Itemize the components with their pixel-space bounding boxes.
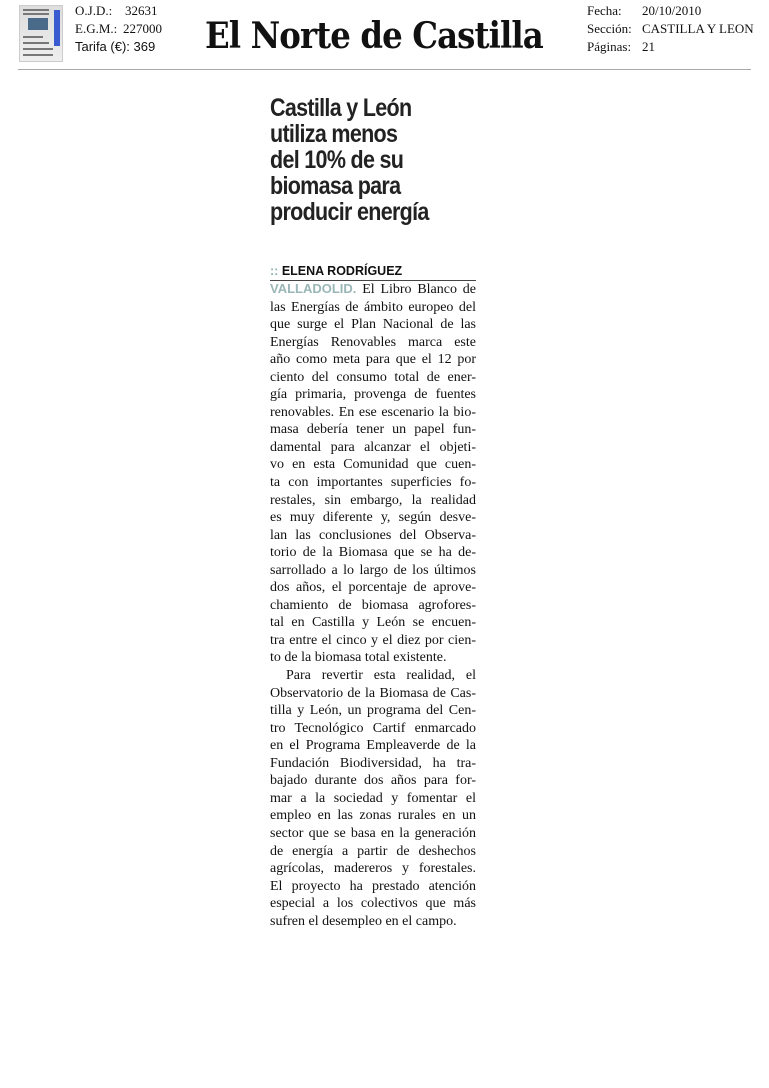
body-line: especial a los colectivos que más	[270, 896, 476, 912]
ojd-label: O.J.D.:	[75, 3, 113, 18]
body-line: tro Tecnológico Cartif enmarcado	[270, 720, 476, 736]
body-line: sector que se basa en la generación	[270, 825, 476, 841]
body-line: Fundación Biodiversidad, ha tra-	[270, 755, 476, 771]
fecha-value: 20/10/2010	[642, 3, 702, 18]
egm-label: E.G.M.:	[75, 21, 118, 36]
author-name: ELENA RODRÍGUEZ	[281, 264, 403, 278]
body-line: empleo en las zonas rurales en un	[270, 808, 476, 824]
body-line: sufren el desempleo en el campo.	[270, 913, 457, 929]
body-line: gía primaria, provenga de fuentes	[270, 387, 476, 403]
body-line: torio de la Biomasa que se ha de-	[270, 545, 476, 561]
article-headline	[270, 95, 429, 225]
body-line: masa debería tener un papel fun-	[270, 422, 476, 438]
body-line: Para revertir esta realidad, el	[286, 668, 476, 684]
paginas-value: 21	[642, 39, 655, 54]
body-line: ciento del consumo total de ener-	[270, 369, 476, 385]
body-line: sarrollado a lo largo de los últimos	[270, 562, 476, 578]
body-line: año como meta para que el 12 por	[270, 352, 476, 368]
body-line: to de la biomasa total existente.	[270, 650, 447, 666]
body-line: El proyecto ha prestado atención	[270, 878, 476, 894]
body-line: es muy diferente y, según desve-	[270, 510, 476, 526]
fecha-label: Fecha:	[587, 3, 622, 18]
seccion-value: CASTILLA Y LEON	[642, 21, 754, 36]
byline-marker: ::	[270, 264, 279, 278]
tarifa-value: 369	[133, 39, 156, 54]
body-line: tra entre el cinco y el diez por cien-	[270, 632, 476, 648]
body-line: restales, sin embargo, la realidad	[270, 492, 476, 508]
body-line: renovables. En ese escenario la bio-	[270, 404, 476, 420]
headline-line: biomasa para	[270, 172, 401, 200]
body-line: Observatorio de la Biomasa de Cas-	[270, 685, 476, 701]
body-line: que surge el Plan Nacional de las	[270, 317, 476, 333]
audience-metadata	[75, 2, 162, 56]
body-line: tilla y León, un programa del Cen-	[270, 703, 476, 719]
egm-value: 227000	[123, 21, 162, 36]
page-thumbnail	[19, 5, 63, 62]
paginas-label: Páginas:	[587, 39, 632, 54]
publication-metadata	[587, 2, 754, 56]
body-line: las Energías de ámbito europeo del	[270, 299, 476, 315]
header-divider	[18, 69, 751, 70]
headline-line: Castilla y León	[270, 94, 412, 122]
article-body	[270, 280, 476, 930]
headline-line: del 10% de su	[270, 146, 404, 174]
tarifa-label: Tarifa (€):	[75, 39, 130, 54]
body-line: Energías Renovables marca este	[270, 334, 476, 350]
dateline: VALLADOLID.	[270, 281, 357, 296]
body-line: lan las conclusiones del Observa-	[270, 527, 476, 543]
body-line: de energía a partir de deshechos	[270, 843, 476, 859]
body-line: agrícolas, madereros y forestales.	[270, 861, 476, 877]
body-text: El Libro Blanco de	[356, 282, 476, 297]
body-line: bajado durante dos años para for-	[270, 773, 476, 789]
body-line: chamiento de biomasa agrofores-	[270, 597, 476, 613]
body-line: tal en Castilla y León se encuen-	[270, 615, 476, 631]
byline	[270, 264, 476, 281]
seccion-label: Sección:	[587, 21, 632, 36]
body-line: vo en esta Comunidad que cuen-	[270, 457, 476, 473]
body-line: mar a la sociedad y fomentar el	[270, 790, 476, 806]
headline-line: producir energía	[270, 198, 429, 226]
publication-logo: El Norte de Castilla	[205, 15, 543, 57]
body-line	[270, 280, 476, 299]
body-line: en el Programa Empleaverde de la	[270, 738, 476, 754]
body-line: ta con importantes superficies fo-	[270, 475, 476, 491]
body-line: dos años, el porcentaje de aprove-	[270, 580, 476, 596]
ojd-value: 32631	[125, 3, 158, 18]
headline-line: utiliza menos	[270, 120, 398, 148]
body-line: damental para alcanzar el objeti-	[270, 439, 476, 455]
